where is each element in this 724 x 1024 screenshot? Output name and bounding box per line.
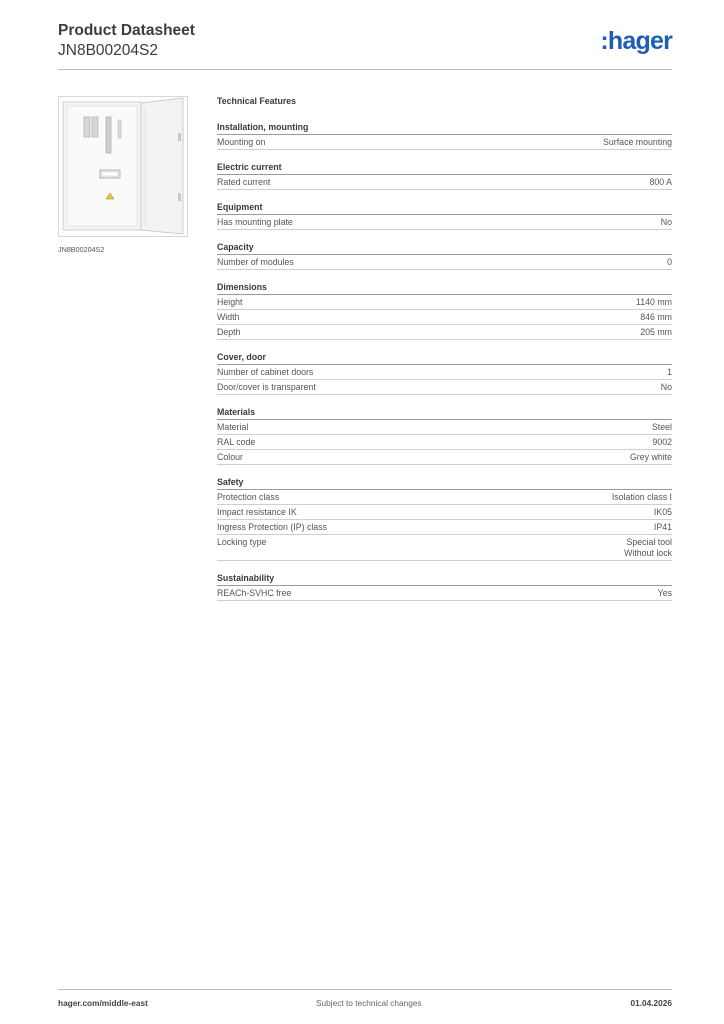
spec-section-title: Cover, door	[217, 351, 672, 365]
header-divider	[58, 69, 672, 70]
spec-value	[658, 588, 672, 599]
spec-value-line: No	[660, 382, 672, 392]
spec-value	[654, 507, 672, 518]
spec-value-line: IK05	[653, 507, 672, 517]
footer-divider	[58, 989, 672, 990]
spec-label: Height	[217, 297, 243, 307]
spec-section	[217, 281, 672, 340]
spec-section-title: Dimensions	[217, 281, 672, 295]
spec-value	[667, 257, 672, 268]
spec-label: Ingress Protection (IP) class	[217, 522, 327, 532]
spec-value-line: IP41	[653, 522, 672, 532]
distribution-board-illustration	[59, 97, 187, 236]
spec-label: Door/cover is transparent	[217, 382, 316, 392]
spec-row	[217, 310, 672, 325]
spec-value	[640, 327, 672, 338]
spec-section	[217, 161, 672, 190]
spec-value	[661, 382, 672, 393]
spec-value	[636, 297, 672, 308]
spec-label: Number of modules	[217, 257, 294, 267]
spec-value-line: 9002	[652, 437, 672, 447]
spec-section	[217, 476, 672, 561]
spec-label: Mounting on	[217, 137, 266, 147]
spec-row	[217, 215, 672, 230]
spec-value	[652, 437, 672, 448]
spec-section-title: Installation, mounting	[217, 121, 672, 135]
spec-value	[624, 537, 672, 559]
spec-value	[661, 217, 672, 228]
page-title: Product Datasheet	[58, 22, 195, 39]
spec-value-line: 800 A	[649, 177, 672, 187]
spec-value	[667, 367, 672, 378]
spec-value-line: 205 mm	[640, 327, 672, 337]
spec-label: Impact resistance IK	[217, 507, 297, 517]
spec-value-line: Yes	[657, 588, 672, 598]
spec-value-line: No	[660, 217, 672, 227]
spec-row	[217, 505, 672, 520]
spec-row	[217, 420, 672, 435]
spec-label: Number of cabinet doors	[217, 367, 314, 377]
spec-row	[217, 586, 672, 601]
technical-features-heading: Technical Features	[217, 96, 297, 106]
spec-section-title: Safety	[217, 476, 672, 490]
spec-row	[217, 135, 672, 150]
spec-value-line: 846 mm	[640, 312, 672, 322]
spec-label: Width	[217, 312, 240, 322]
spec-label: Depth	[217, 327, 241, 337]
spec-row	[217, 490, 672, 505]
spec-value-line: 0	[667, 257, 672, 267]
spec-row	[217, 325, 672, 340]
spec-row	[217, 520, 672, 535]
spec-section-title: Materials	[217, 406, 672, 420]
spec-value-line: 1140 mm	[635, 297, 672, 307]
footer-date: 01.04.2026	[630, 998, 672, 1008]
spec-value-line: Steel	[651, 422, 672, 432]
logo-text: :hager	[600, 27, 672, 55]
spec-section	[217, 351, 672, 395]
spec-label: Has mounting plate	[217, 217, 293, 227]
spec-value-line: Special tool	[626, 537, 672, 547]
spec-section	[217, 241, 672, 270]
spec-label: Material	[217, 422, 249, 432]
spec-value	[612, 492, 672, 503]
spec-row	[217, 255, 672, 270]
spec-value-line: Surface mounting	[603, 137, 672, 147]
spec-label: Colour	[217, 452, 243, 462]
spec-value	[649, 177, 672, 188]
spec-row	[217, 380, 672, 395]
footer-notice: Subject to technical changes	[316, 998, 422, 1008]
spec-row	[217, 450, 672, 465]
hager-logo	[600, 28, 672, 54]
spec-row	[217, 435, 672, 450]
technical-features	[217, 95, 672, 612]
spec-value-line: Without lock	[624, 548, 672, 558]
spec-value	[652, 422, 672, 433]
spec-section	[217, 572, 672, 601]
footer-website[interactable]: hager.com/middle-east	[58, 998, 148, 1008]
spec-value	[630, 452, 672, 463]
spec-value-line: Grey white	[629, 452, 672, 462]
spec-value-line: Isolation class I	[611, 492, 672, 502]
product-image	[58, 96, 188, 237]
spec-section-title: Equipment	[217, 201, 672, 215]
image-caption: JN8B00204S2	[58, 245, 105, 254]
spec-value	[603, 137, 672, 148]
spec-value	[654, 522, 672, 533]
product-code: JN8B00204S2	[58, 42, 158, 59]
spec-row	[217, 295, 672, 310]
spec-section-title: Capacity	[217, 241, 672, 255]
spec-row	[217, 175, 672, 190]
spec-section-title: Electric current	[217, 161, 672, 175]
spec-section	[217, 201, 672, 230]
page-header	[58, 22, 672, 60]
spec-label: RAL code	[217, 437, 256, 447]
spec-section	[217, 121, 672, 150]
spec-section	[217, 406, 672, 465]
spec-label: Protection class	[217, 492, 280, 502]
spec-label: Rated current	[217, 177, 271, 187]
spec-row	[217, 535, 672, 561]
spec-label: REACh-SVHC free	[217, 588, 292, 598]
spec-section-title: Sustainability	[217, 572, 672, 586]
spec-value-line: 1	[667, 367, 672, 377]
spec-row	[217, 365, 672, 380]
spec-label: Locking type	[217, 537, 267, 547]
spec-value	[640, 312, 672, 323]
